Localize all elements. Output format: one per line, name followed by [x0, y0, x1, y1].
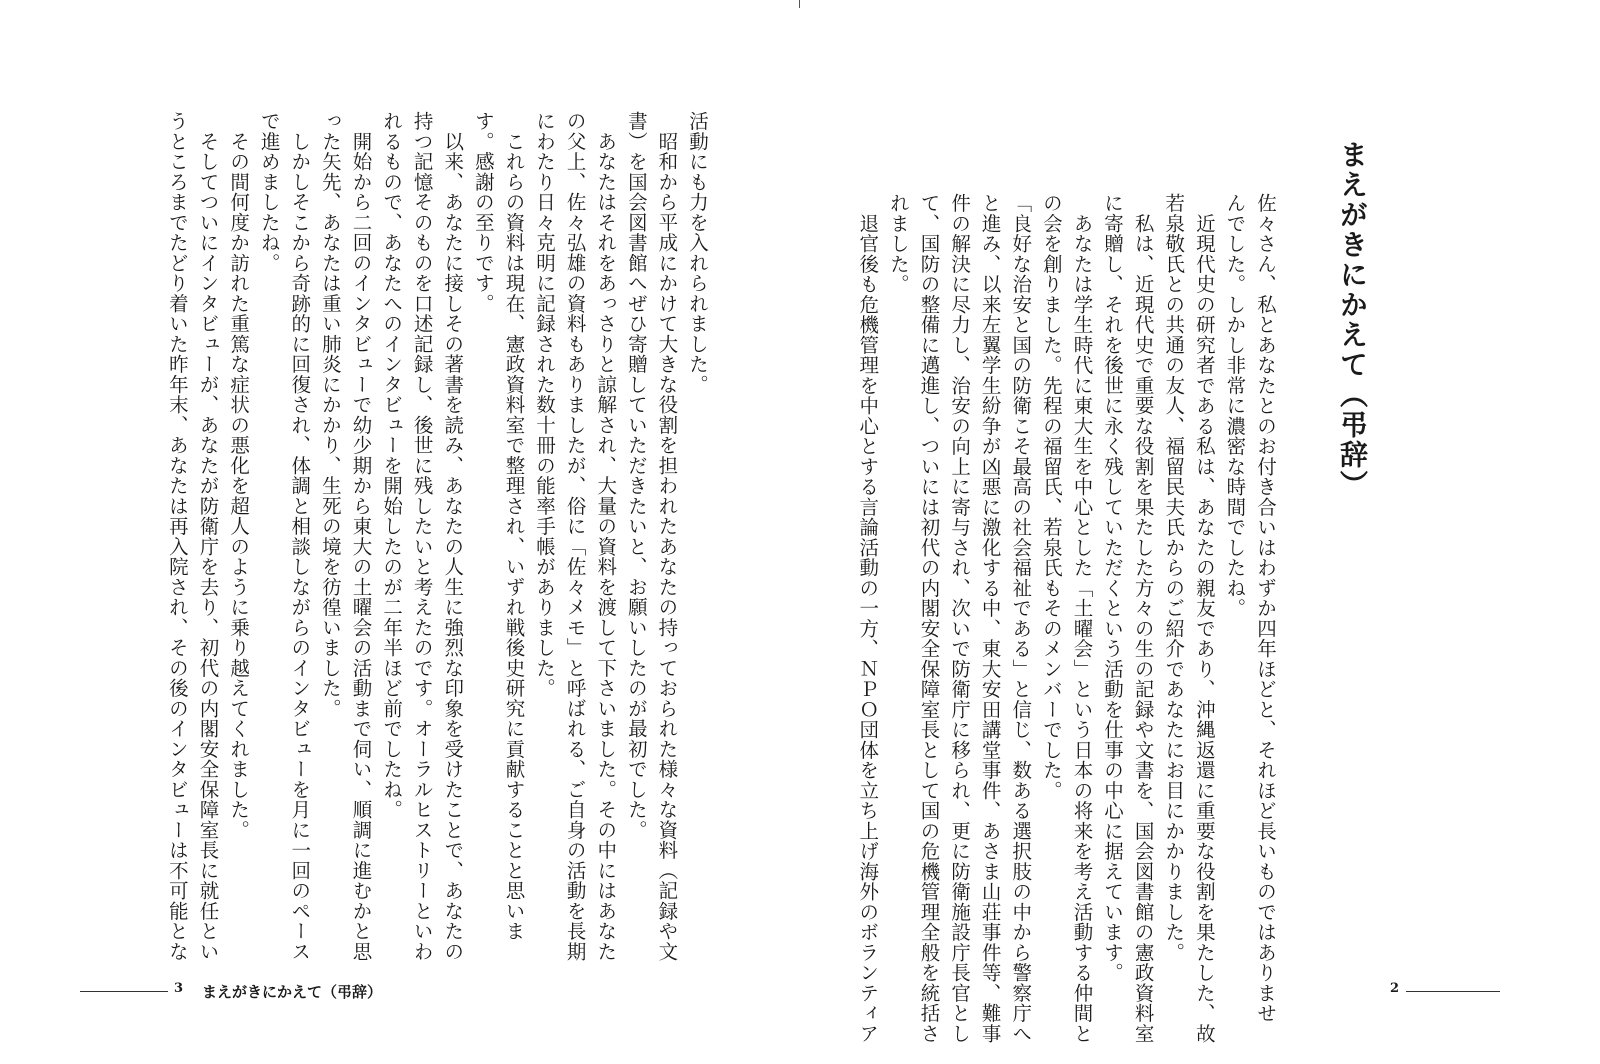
page-number: 3 [174, 981, 184, 996]
page-number: 2 [1390, 981, 1400, 996]
left-page-body-text: 活動にも力を入れられました。 昭和から平成にかけて大きな役割を担われたあなたの持っておられた様々な資料（記録や文 書）を国会図書館へぜひ寄贈していただきたいと、お願いしたのが最初でした。 あなたはそれをあっさりと諒解され、大量の資料を渡して下さいました。その中にはあなた の父上、佐々弘雄の資料もありましたが、俗に「佐々メモ」と呼ばれる、ご自身の活動を長期 にわたり日々克明に記録された数十冊の能率手帳がありました。 これらの資料は現在、憲政資料室で整理され、いずれ戦後史研究に貢献することと思いま す。感謝の至りです。 以来、あなたに接しその著書を読み、あなたの人生に強烈な印象を受けたことで、あなたの 持つ記憶そのものを口述記録し、後世に残したいと考えたのです。オーラルヒストリーといわ れるもので、あなたへのインタビューを開始したのが二年半ほど前でしたね。 開始から二回のインタビューで幼少期から東大の土曜会の活動まで伺い、順調に進むかと思 った矢先、あなたは重い肺炎にかかり、生死の境を彷徨いました。 しかしそこから奇跡的に回復され、体調と相談しながらのインタビューを月に一回のペース で進めましたね。 その間何度か訪れた重篤な症状の悪化を超人のように乗り越えてくれました。 そしてついにインタビューが、あなたが防衛庁を去り、初代の内閣安全保障室長に就任とい うところまでたどり着いた昨年末、あなたは再入院され、その後のインタビューは不可能とな [165, 111, 709, 962]
chapter-title: まえがきにかえて（弔辞） [1336, 140, 1369, 500]
footer-rule [1406, 991, 1500, 992]
running-head: まえがきにかえて（弔辞） [202, 983, 383, 1001]
footer-rule [80, 991, 168, 992]
right-page-body-text: 佐々さん、私とあなたとのお付き合いはわずか四年ほどと、それほど長いものではありませ んでした。しかし非常に濃密な時間でしたね。 近現代史の研究者である私は、あなたの親友であり、沖縄返還に重要な役割を果たした、故 若泉敬氏との共通の友人、福留民夫氏からのご紹介であなたにお目にかかりました。 私は、近現代史で重要な役割を果たした方々の生の記録や文書を、国会図書館の憲政資料室 に寄贈し、それを後世に永く残していただくという活動を仕事の中心に据えています。 あなたは学生時代に東大生を中心とした「土曜会」という日本の将来を考え活動する仲間と の会を創りました。先程の福留氏、若泉氏もそのメンバーでした。 「良好な治安と国の防衛こそ最高の社会福祉である」と信じ、数ある選択肢の中から警察庁へ と進み、以来左翼学生紛争が凶悪に激化する中、東大安田講堂事件、あさま山荘事件等、難事 件の解決に尽力し、治安の向上に寄与され、次いで防衛庁に移られ、更に防衛施設庁長官とし て、国防の整備に邁進し、ついには初代の内閣安全保障室長として国の危機管理全般を統括さ れました。 退官後も危機管理を中心とする言論活動の一方、ＮＰＯ団体を立ち上げ海外のボランティア [856, 193, 1277, 1044]
right-page-footer [1390, 981, 1500, 1003]
gutter-tick-mark [799, 0, 800, 8]
left-page-footer [80, 981, 383, 1003]
